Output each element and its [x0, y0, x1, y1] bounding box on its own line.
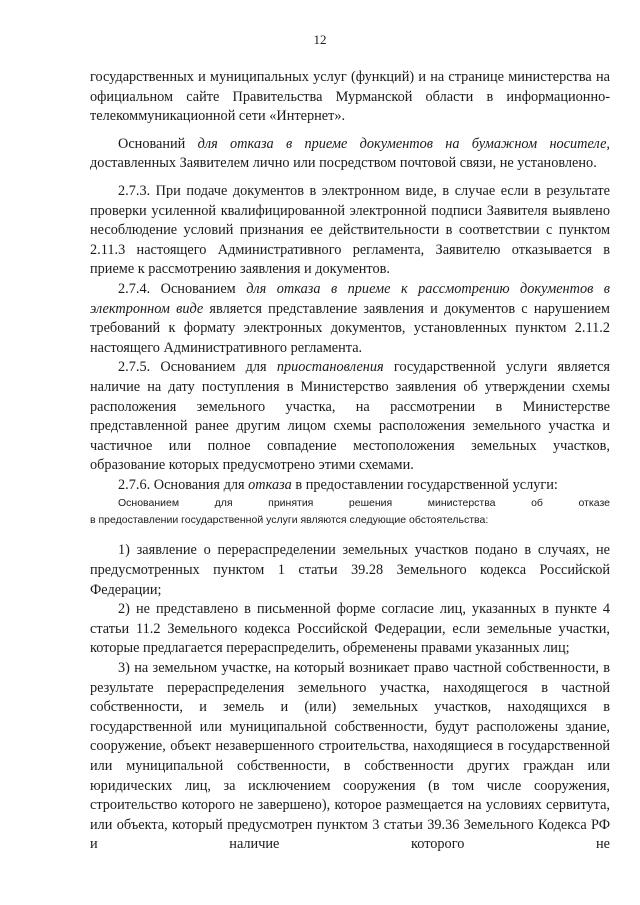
p2-text-c: доставленных Заявителем лично или посредством почтовой связи, не установлено.	[90, 155, 597, 172]
refusal-grounds-line-2: в предоставлении государственной услуги являются следующие обстоятельства:	[90, 514, 489, 527]
paragraph-2-7-4	[90, 280, 610, 358]
p2-text-a: Оснований	[118, 135, 198, 152]
p4-italic: для отказа в приеме к рассмотрению документов в электронном виде	[90, 280, 611, 317]
paragraph-continuation: государственных и муниципальных услуг (функций) и на странице министерства на официальном сайте Правительства Мурманской области в информационно-телекоммуникационной сети «Интернет».	[90, 69, 610, 125]
paragraph-no-grounds-paper	[90, 135, 610, 174]
paragraph-2-7-6	[90, 476, 610, 496]
document-body	[90, 68, 610, 855]
p4-text-a: 2.7.4. Основанием	[118, 280, 247, 297]
p5-text-a: 2.7.5. Основанием для	[118, 359, 277, 376]
paragraph-2-7-3: 2.7.3. При подаче документов в электронном виде, в случае если в результате проверки усиленной квалифицированной электронной подписи Заявителя выявлено несоблюдение условий признания ее действительности в соответствии с пунктом 2.11.3 настоящего Административного регламента, Заявителю отказывается в приеме к рассмотрению заявления и документов.	[90, 182, 610, 278]
refusal-grounds-line-1: Основанием для принятия решения министерства об отказе	[118, 497, 610, 510]
list-item-1: 1) заявление о перераспределении земельных участков подано в случаях, не предусмотренных пунктом 1 статьи 39.28 Земельного кодекса Российской Федерации;	[90, 542, 610, 598]
p5-text-c: государственной услуги является наличие на дату поступления в Министерство заявления об утверждении схемы расположения земельного участка, на рассмотрении в Министерстве представленной ранее другим лицом схемы расположения земельного участка и частичное или полное совпадение местоположения земельных участков, образование которых предусмотрено этими схемами.	[90, 359, 611, 474]
list-item-3: 3) на земельном участке, на который возникает право частной собственности, в результате перераспределения земельного участка, находящегося в частной собственности, и земель и (или) земельных участков, находящихся в государственной или муниципальной собственности, будут расположены здание, сооружение, объект незавершенного строительства, находящиеся в государственной или муниципальной собственности, в собственности других граждан или юридических лиц, за исключением сооружения (в том числе сооружения, строительство которого не завершено), которое размещается на условиях сервитута, или объекта, который предусмотрен пунктом 3 статьи 39.36 Земельного Кодекса РФ и наличие которого не	[90, 660, 610, 853]
p5-italic: приостановления	[276, 359, 384, 376]
list-item-2: 2) не представлено в письменной форме согласие лиц, указанных в пункте 4 статьи 11.2 Земельного кодекса Российской Федерации, если земельные участки, которые предлагается перераспределить, обременены правами указанных лиц;	[90, 601, 610, 657]
page-number: 12	[313, 32, 327, 47]
p6-text-a: 2.7.6. Основания для	[118, 476, 249, 493]
p6-text-c: в предоставлении государственной услуги:	[291, 476, 558, 493]
p2-italic: для отказа в приеме документов на бумажном носителе,	[197, 135, 611, 152]
p6-italic: отказа	[248, 476, 292, 493]
p4-text-c: является представление заявления и документов с нарушением требований к формату электронных документов, установленных пунктом 2.11.2 настоящего Административного регламента.	[90, 300, 610, 356]
paragraph-2-7-5	[90, 358, 610, 476]
